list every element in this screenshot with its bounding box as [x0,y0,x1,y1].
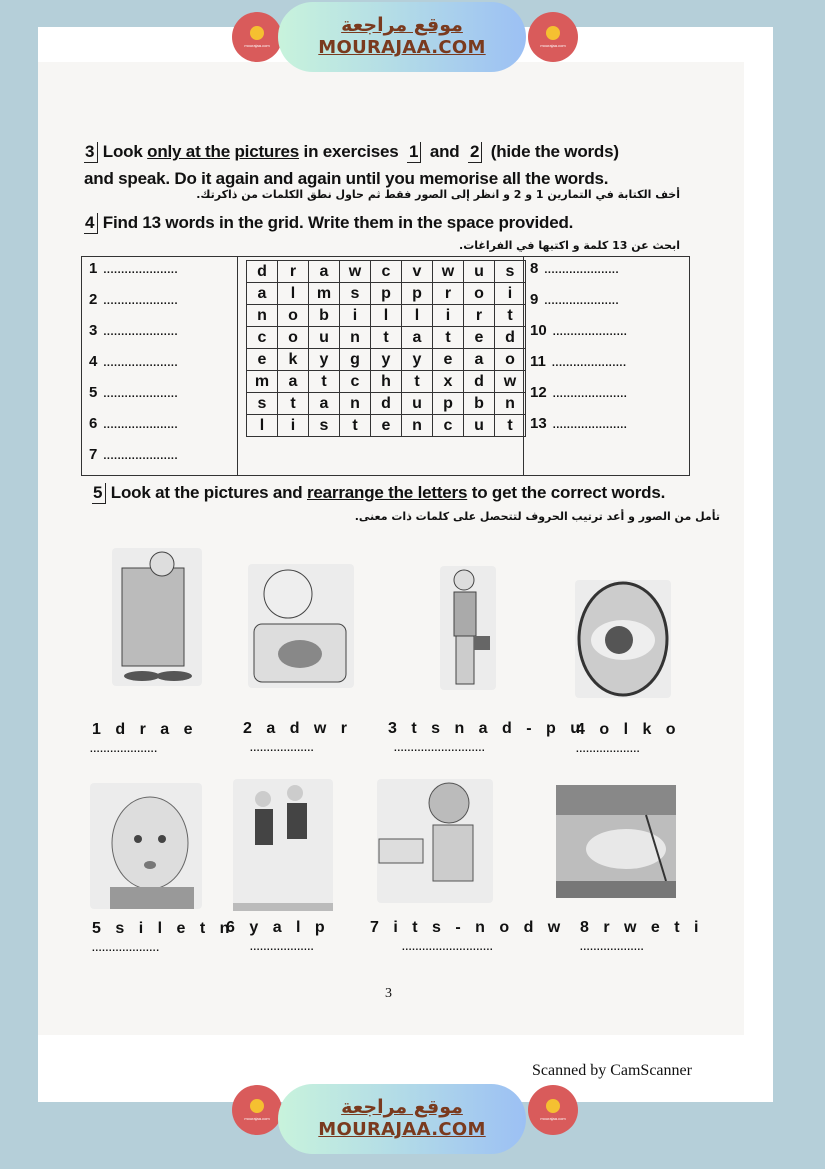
picture-woman-sitting-down [377,779,493,903]
grid-cell[interactable]: a [247,283,278,305]
dots: ..................... [103,295,179,307]
badge-text: mourajaa.com [244,1116,270,1121]
grid-cell[interactable]: c [340,371,371,393]
answer-line[interactable] [530,415,627,432]
banner-site[interactable]: MOURAJAA.COM [318,1119,486,1140]
text: in exercises [299,142,404,161]
num: 8 [530,260,539,277]
grid-row [247,283,526,305]
dots: ..................... [552,326,628,338]
grid-cell[interactable]: l [247,415,278,437]
grid-cell[interactable]: p [402,283,433,305]
num: 1 [89,260,98,277]
num: 3 [89,322,98,339]
answer-line[interactable] [530,291,619,308]
picture-man-reading-book [112,548,202,686]
banner-site[interactable]: MOURAJAA.COM [318,37,486,58]
grid-cell[interactable]: i [433,305,464,327]
grid-cell[interactable]: y [371,349,402,371]
grid-row [247,371,526,393]
answer-line[interactable] [89,291,178,308]
mourajaa-badge-right-top[interactable] [528,12,578,62]
dots: ..................... [103,264,179,276]
grid-cell[interactable]: t [433,327,464,349]
scrambled-word-4: 4 o l k o [576,721,681,738]
dots: ..................... [103,419,179,431]
answer-blank-7[interactable]: ........................... [402,942,494,953]
grid-cell[interactable]: n [340,393,371,415]
book-logo-icon [250,1099,264,1113]
grid-cell[interactable]: d [247,261,278,283]
text: Look at the pictures and [110,483,307,502]
grid-cell[interactable]: p [371,283,402,305]
scrambled-word-5: 5 s i l e t n [92,920,235,937]
dots: ..................... [103,357,179,369]
text: Find 13 words in the grid. Write them in the space provided. [102,213,574,232]
answer-blank-8[interactable]: ................... [580,942,645,953]
grid-cell[interactable]: n [402,415,433,437]
grid-cell[interactable]: w [433,261,464,283]
grid-cell[interactable]: b [464,393,495,415]
grid-cell[interactable]: r [464,305,495,327]
grid-cell[interactable]: y [402,349,433,371]
text: and [425,142,464,161]
picture-hand-writing [556,785,676,898]
grid-cell[interactable]: a [402,327,433,349]
grid-cell[interactable]: a [278,371,309,393]
answer-line[interactable] [89,322,178,339]
picture-eye [575,580,671,698]
mourajaa-banner-top[interactable] [278,2,526,72]
grid-cell[interactable]: g [340,349,371,371]
grid-cell[interactable]: t [402,371,433,393]
dots: ..................... [103,326,179,338]
scrambled-word-2: 2 a d w r [243,720,353,737]
grid-cell[interactable]: m [309,283,340,305]
mourajaa-badge-left-bottom[interactable] [232,1085,282,1135]
grid-cell[interactable]: b [309,305,340,327]
grid-cell[interactable]: n [495,393,526,415]
grid-cell[interactable]: t [495,415,526,437]
text: (hide the words) [486,142,619,161]
grid-row [247,327,526,349]
exercise-3-line1 [84,142,619,163]
exercise-number: 5 [92,483,106,504]
badge-text: mourajaa.com [244,43,270,48]
scrambled-word-7: 7 i t s - n o d w [370,919,566,936]
dots: ..................... [551,357,627,369]
exercise-ref-box: 1 [407,142,421,163]
mourajaa-banner-bottom[interactable] [278,1084,526,1154]
answers-left-column [82,257,238,475]
exercise-3-arabic: أخف الكتابة في التمارين 1 و 2 و انظر إلى الصور فقط ثم حاول نطق الكلمات من ذاكرتك. [196,188,680,201]
num: 5 [89,384,98,401]
scrambled-word-8: 8 r w e t i [580,919,704,936]
answer-blank-2[interactable]: ................... [250,743,315,754]
grid-cell[interactable]: o [278,327,309,349]
dots: ..................... [103,388,179,400]
scrambled-word-1: 1 d r a e [92,721,198,738]
grid-row [247,305,526,327]
answer-blank-5[interactable]: .................... [92,943,160,954]
book-logo-icon [250,26,264,40]
grid-cell[interactable]: m [247,371,278,393]
word-search-panel [81,256,690,476]
grid-cell[interactable]: d [371,393,402,415]
grid-cell[interactable]: s [340,283,371,305]
grid-cell[interactable]: e [464,327,495,349]
grid-cell[interactable]: t [309,371,340,393]
grid-cell[interactable]: x [433,371,464,393]
grid-cell[interactable]: r [433,283,464,305]
grid-cell[interactable]: t [278,393,309,415]
grid-cell[interactable]: o [278,305,309,327]
answer-blank-6[interactable]: ................... [250,942,315,953]
grid-cell[interactable]: y [309,349,340,371]
underlined-text: only at the [147,142,230,161]
grid-cell[interactable]: c [247,327,278,349]
book-logo-icon [546,26,560,40]
num: 12 [530,384,547,401]
grid-cell[interactable]: t [371,327,402,349]
grid-cell[interactable]: s [247,393,278,415]
exercise-4-title [84,213,573,234]
answer-line[interactable] [89,415,178,432]
dots: ..................... [544,295,620,307]
grid-cell[interactable]: r [278,261,309,283]
mourajaa-badge-left-top[interactable] [232,12,282,62]
grid-cell[interactable]: i [278,415,309,437]
exercise-4-arabic: ابحث عن 13 كلمة و اكتبها في الفراغات. [459,239,680,252]
grid-cell[interactable]: l [278,283,309,305]
answer-blank-3[interactable]: ........................... [394,743,486,754]
grid-cell[interactable]: c [371,261,402,283]
grid-cell[interactable]: w [340,261,371,283]
grid-cell[interactable]: s [309,415,340,437]
dots: ..................... [552,388,628,400]
grid-cell[interactable]: u [464,261,495,283]
num: 6 [89,415,98,432]
num: 11 [530,353,546,370]
num: 10 [530,322,547,339]
grid-cell[interactable]: k [278,349,309,371]
exercise-5-title [92,483,665,504]
answer-line[interactable] [89,384,178,401]
exercise-5-arabic: تأمل من الصور و أعد ترتيب الحروف لتتحصل على كلمات ذات معنى. [354,510,720,523]
exercise-3-line2: and speak. Do it again and again until you memorise all the words. [84,169,609,188]
badge-text: mourajaa.com [540,1116,566,1121]
underlined-text: pictures [234,142,300,161]
grid-cell[interactable]: a [309,261,340,283]
grid-row [247,415,526,437]
grid-cell[interactable]: e [247,349,278,371]
grid-cell[interactable]: a [464,349,495,371]
num: 9 [530,291,539,308]
grid-cell[interactable]: w [495,371,526,393]
scrambled-word-6: 6 y a l p [226,919,330,936]
answer-line[interactable] [89,353,178,370]
banner-arabic: موقع مراجعة [341,1096,463,1118]
grid-cell[interactable]: h [371,371,402,393]
underlined-text: rearrange the letters [307,483,468,502]
grid-cell[interactable]: u [464,415,495,437]
answer-blank-4[interactable]: ................... [576,744,641,755]
grid-cell[interactable]: v [402,261,433,283]
grid-cell[interactable]: s [495,261,526,283]
grid-cell[interactable]: i [340,305,371,327]
picture-boy-drawing [248,564,354,688]
page-number: 3 [385,986,392,1001]
grid-row [247,261,526,283]
grid-cell[interactable]: u [309,327,340,349]
answer-blank-1[interactable]: .................... [90,744,158,755]
grid-cell[interactable]: d [464,371,495,393]
grid-cell[interactable]: d [495,327,526,349]
exercise-number: 3 [84,142,98,163]
exercise-number: 4 [84,213,98,234]
grid-cell[interactable]: o [464,283,495,305]
grid-cell[interactable]: n [340,327,371,349]
text: to get the correct words. [467,483,666,502]
exercise-ref-box: 2 [468,142,482,163]
picture-child-listening [90,783,202,909]
grid-cell[interactable]: e [371,415,402,437]
num: 7 [89,446,98,463]
dots: ..................... [552,419,628,431]
mourajaa-badge-right-bottom[interactable] [528,1085,578,1135]
badge-text: mourajaa.com [540,43,566,48]
grid-cell[interactable]: o [495,349,526,371]
grid-cell[interactable]: l [402,305,433,327]
answer-line[interactable] [530,353,627,370]
answer-line[interactable] [89,446,178,463]
grid-cell[interactable]: l [371,305,402,327]
num: 13 [530,415,547,432]
grid-cell[interactable]: c [433,415,464,437]
dots: ..................... [103,450,179,462]
grid-cell[interactable]: u [402,393,433,415]
grid-row [247,393,526,415]
scrambled-word-3: 3 t s n a d - p u [388,720,586,737]
grid-cell[interactable]: i [495,283,526,305]
answer-line[interactable] [530,322,627,339]
grid-cell[interactable]: a [309,393,340,415]
num: 2 [89,291,98,308]
grid-cell[interactable]: t [340,415,371,437]
picture-woman-standing [440,566,496,690]
dots: ..................... [544,264,620,276]
answer-line[interactable] [530,260,619,277]
camscanner-credit: Scanned by CamScanner [532,1062,692,1079]
banner-arabic: موقع مراجعة [341,14,463,36]
grid-cell[interactable]: e [433,349,464,371]
grid-cell[interactable]: t [495,305,526,327]
grid-cell[interactable]: n [247,305,278,327]
word-search-grid [246,260,526,437]
book-logo-icon [546,1099,560,1113]
num: 4 [89,353,98,370]
answers-right-column [523,257,690,475]
picture-kids-playing [233,779,333,911]
grid-cell[interactable]: p [433,393,464,415]
grid-row [247,349,526,371]
answer-line[interactable] [530,384,627,401]
text: Look [102,142,148,161]
answer-line[interactable] [89,260,178,277]
